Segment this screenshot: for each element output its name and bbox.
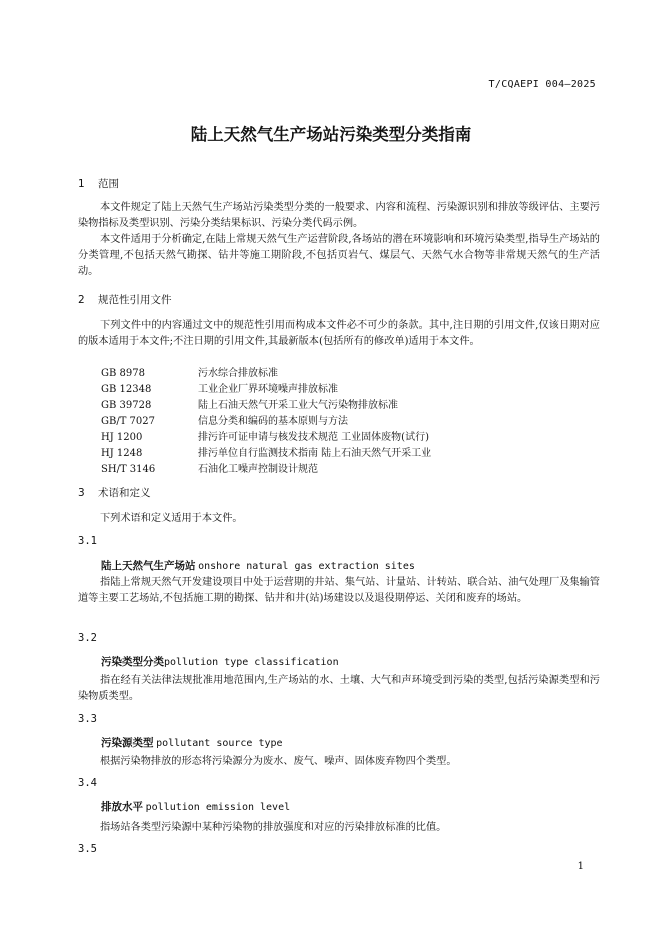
reference-list — [101, 366, 431, 478]
term-title — [101, 558, 415, 573]
term-zh: 污染类型分类 — [101, 656, 164, 668]
reference-code: GB/T 7027 — [101, 416, 156, 427]
term-en: pollution emission level — [145, 802, 291, 813]
section-2-heading — [78, 292, 172, 307]
term-definition: 根据污染物排放的形态将污染源分为废水、废气、噪声、固体废弃物四个类型。 — [100, 756, 457, 767]
standard-code: T/CQAEPI 004—2025 — [488, 79, 596, 90]
reference-name: 陆上石油天然气开采工业大气污染物排放标准 — [198, 400, 398, 411]
term-en: onshore natural gas extraction sites — [198, 561, 415, 572]
term-en: pollution type classification — [164, 657, 339, 668]
reference-item — [101, 366, 431, 382]
term-number: 3.5 — [78, 843, 97, 855]
reference-name: 排污许可证申请与核发技术规范 工业固体废物(试行) — [198, 432, 429, 443]
reference-name: 工业企业厂界环境噪声排放标准 — [198, 384, 338, 395]
reference-item — [101, 446, 431, 462]
reference-name: 信息分类和编码的基本原则与方法 — [198, 416, 348, 427]
section-number: 1 — [78, 178, 85, 190]
reference-code: HJ 1200 — [101, 432, 143, 443]
reference-code: GB 12348 — [101, 384, 152, 395]
term-number: 3.1 — [78, 535, 97, 547]
term-title — [101, 799, 290, 814]
section-3-paragraph-1: 下列术语和定义适用于本文件。 — [100, 513, 243, 524]
section-title: 范围 — [98, 178, 119, 190]
term-zh: 排放水平 — [101, 801, 143, 813]
term-zh: 污染源类型 — [101, 737, 154, 749]
term-en: pollutant source type — [156, 738, 283, 749]
term-number: 3.4 — [78, 777, 97, 789]
term-number: 3.2 — [78, 632, 97, 644]
section-title: 术语和定义 — [98, 487, 151, 499]
section-2-paragraph-1: 下列文件中的内容通过文中的规范性引用而构成本文件必不可少的条款。其中,注日期的引用文件,仅该日期对应的版本适用于本文件;不注日期的引用文件,其最新版本(包括所有的修改单)适用于本文件。 — [78, 320, 600, 347]
section-number: 2 — [78, 294, 85, 306]
reference-code: GB 39728 — [101, 400, 152, 411]
term-definition: 指陆上常规天然气开发建设项目中处于运营期的井站、集气站、计量站、计转站、联合站、油气处理厂及集输管道等主要工艺场站,不包括施工期的勘探、钻井和井(站)场建设以及退役期停运、关闭和废弃的场站。 — [78, 577, 600, 604]
reference-item — [101, 462, 431, 478]
reference-name: 排污单位自行监测技术指南 陆上石油天然气开采工业 — [198, 448, 432, 459]
section-3-heading — [78, 485, 151, 500]
term-title — [101, 654, 339, 669]
term-title — [101, 735, 283, 750]
section-number: 3 — [78, 487, 85, 499]
section-title: 规范性引用文件 — [98, 294, 172, 306]
reference-item — [101, 414, 431, 430]
term-definition: 指在经有关法律法规批准用地范围内,生产场站的水、土壤、大气和声环境受到污染的类型,包括污染源类型和污染物质类型。 — [78, 675, 600, 702]
section-1-heading — [78, 176, 119, 191]
term-definition: 指场站各类型污染源中某种污染物的排放强度和对应的污染排放标准的比值。 — [100, 822, 447, 833]
reference-name: 石油化工噪声控制设计规范 — [198, 464, 318, 475]
section-1-paragraph-2: 本文件适用于分析确定,在陆上常规天然气生产运营阶段,各场站的潜在环境影响和环境污染类型,指导生产场站的分类管理,不包括天然气勘探、钻井等施工期阶段,不包括页岩气、煤层气、天然气水合物等非常规天然气的生产活动。 — [78, 234, 600, 277]
reference-code: SH/T 3146 — [101, 464, 156, 475]
reference-code: GB 8978 — [101, 368, 145, 379]
reference-item — [101, 398, 431, 414]
section-1-paragraph-1: 本文件规定了陆上天然气生产场站污染类型分类的一般要求、内容和流程、污染源识别和排放等级评估、主要污染物指标及类型识别、污染分类结果标识、污染分类代码示例。 — [78, 202, 600, 229]
reference-item — [101, 382, 431, 398]
term-number: 3.3 — [78, 713, 97, 725]
reference-item — [101, 430, 431, 446]
page-number: 1 — [577, 861, 584, 872]
document-title: 陆上天然气生产场站污染类型分类指南 — [190, 125, 472, 144]
reference-name: 污水综合排放标准 — [198, 368, 278, 379]
term-zh: 陆上天然气生产场站 — [101, 560, 196, 572]
reference-code: HJ 1248 — [101, 448, 143, 459]
